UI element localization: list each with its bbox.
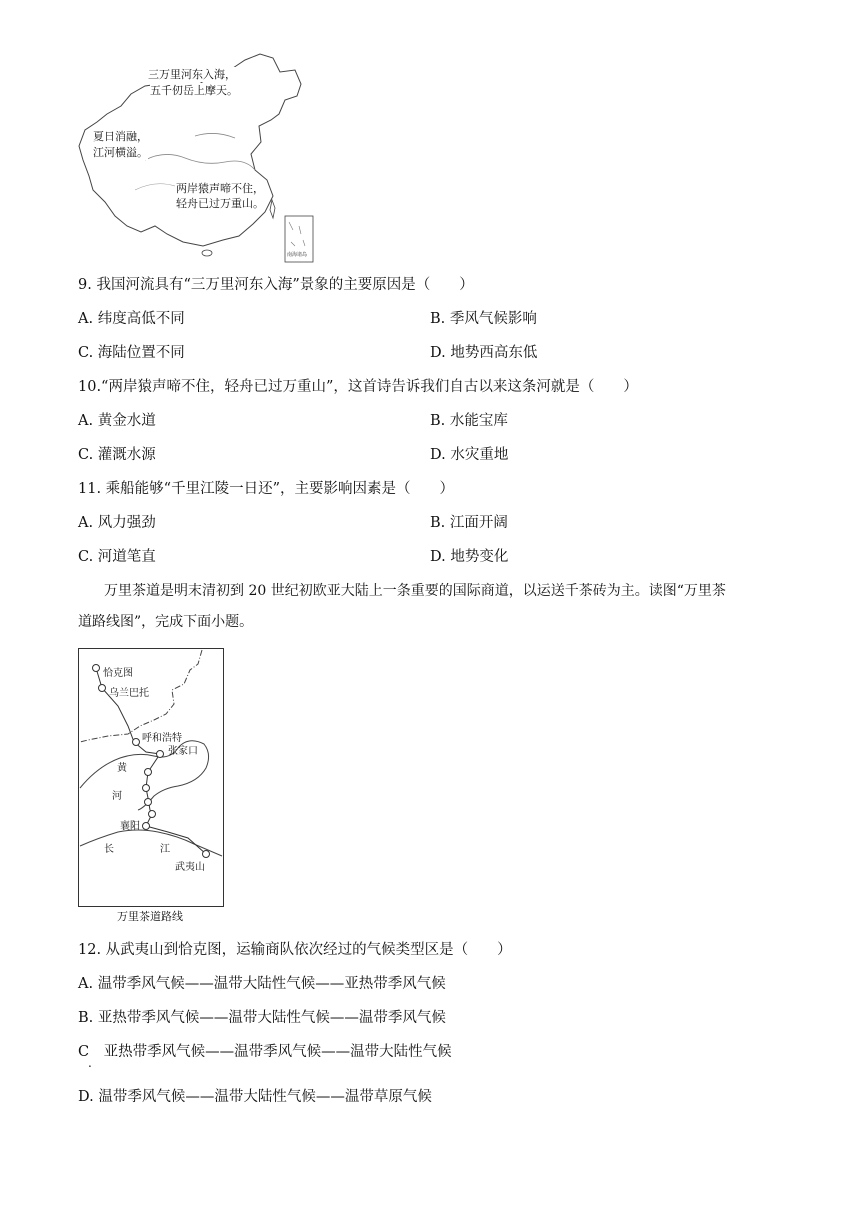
ulaanbaatar-dot <box>99 685 106 692</box>
question-9-option-c[interactable]: C. 海陆位置不同 <box>78 345 185 361</box>
river-label-he: 河 <box>112 791 122 802</box>
hainan-island <box>202 250 212 256</box>
question-12-option-b[interactable]: B. 亚热带季风气候——温带大陆性气候——温带季风气候 <box>78 1010 446 1026</box>
question-10-stem: 10.“两岸猿声啼不住，轻舟已过万重山”，这首诗告诉我们自古以来这条河就是（ ） <box>78 379 638 395</box>
taiwan-island <box>270 200 275 218</box>
route-dot <box>149 811 156 818</box>
question-11-option-b[interactable]: B. 江面开阔 <box>430 515 508 531</box>
city-ulaanbaatar: 乌兰巴托 <box>109 688 149 699</box>
passage-line-2: 道路线图”，完成下面小题。 <box>78 614 254 630</box>
poem-label-1a: 三万里河东入海， <box>148 68 236 81</box>
poem-label-3b: 轻舟已过万重山。 <box>176 197 264 210</box>
river-label-huang: 黄 <box>117 763 127 774</box>
question-12-option-d[interactable]: D. 温带季风气候——温带大陆性气候——温带草原气候 <box>78 1089 432 1105</box>
question-9-option-b[interactable]: B. 季风气候影响 <box>430 311 537 327</box>
poem-label-1b: 五千仞岳上摩天。 <box>150 84 238 97</box>
question-11-option-a[interactable]: A. 风力强劲 <box>78 515 156 531</box>
wuyishan-dot <box>203 851 210 858</box>
poem-label-3a: 两岸猿声啼不住， <box>176 182 264 195</box>
city-kiakhta: 恰克图 <box>103 668 133 679</box>
question-9-option-a[interactable]: A. 纬度高低不同 <box>78 311 185 327</box>
hohhot-dot <box>133 739 140 746</box>
city-zhangjiakou: 张家口 <box>168 746 198 757</box>
zhangjiakou-dot <box>157 751 164 758</box>
city-xiangyang: 襄阳 <box>120 821 140 832</box>
south-sea-inset-label: 南海诸岛 <box>287 252 308 258</box>
question-9-stem: 9. 我国河流具有“三万里河东入海”景象的主要原因是（ ） <box>78 277 474 293</box>
question-11-option-d[interactable]: D. 地势变化 <box>430 549 509 565</box>
route-dot <box>145 769 152 776</box>
question-10-option-b[interactable]: B. 水能宝库 <box>430 413 508 429</box>
stray-mark: . <box>88 1056 92 1070</box>
question-10-option-d[interactable]: D. 水灾重地 <box>430 447 509 463</box>
question-12-stem: 12. 从武夷山到恰克图，运输商队依次经过的气候类型区是（ ） <box>78 942 512 958</box>
river-label-chang: 长 <box>104 844 114 855</box>
passage-line-1: 万里茶道是明末清初到 20 世纪初欧亚大陆上一条重要的国际商道，以运送千茶砖为主。读图“万里茶 <box>104 583 726 599</box>
question-10-option-c[interactable]: C. 灌溉水源 <box>78 447 156 463</box>
question-11-option-c[interactable]: C. 河道笔直 <box>78 549 156 565</box>
map-caption: 万里茶道路线 <box>117 910 183 923</box>
city-wuyishan: 武夷山 <box>175 862 205 873</box>
kiakhta-dot <box>93 665 100 672</box>
question-9-option-d[interactable]: D. 地势西高东低 <box>430 345 538 361</box>
question-10-option-a[interactable]: A. 黄金水道 <box>78 413 156 429</box>
poem-label-2a: 夏日消融， <box>93 130 148 143</box>
xiangyang-dot <box>143 823 150 830</box>
question-11-stem: 11. 乘船能够“千里江陵一日还”，主要影响因素是（ ） <box>78 481 454 497</box>
city-hohhot: 呼和浩特 <box>142 733 182 744</box>
route-dot <box>145 799 152 806</box>
question-12-option-c[interactable]: C 亚热带季风气候——温带季风气候——温带大陆性气候 <box>78 1044 452 1060</box>
river-label-jiang: 江 <box>160 844 170 855</box>
route-dot <box>143 785 150 792</box>
question-12-option-a[interactable]: A. 温带季风气候——温带大陆性气候——亚热带季风气候 <box>78 976 446 992</box>
poem-label-2b: 江河横溢。 <box>93 146 148 159</box>
